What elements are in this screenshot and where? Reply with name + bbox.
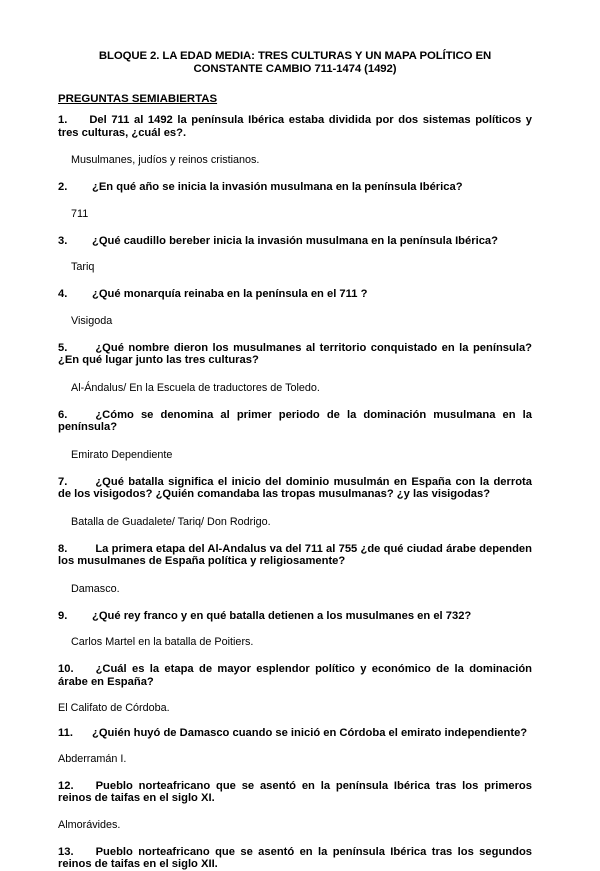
answer: Tariq: [71, 261, 95, 273]
answer: Al-Ándalus/ En la Escuela de traductores de Toledo.: [71, 381, 320, 394]
question-text: Pueblo norteafricano que se asentó en la península Ibérica tras los primeros reinos de taifas en el siglo XI.: [58, 779, 532, 804]
answer: Abderramán I.: [58, 752, 127, 765]
question-text: ¿Qué nombre dieron los musulmanes al territorio conquistado en la península? ¿En qué lugar junto las tres culturas?: [58, 341, 532, 366]
question-number: 6.: [58, 408, 68, 421]
answer: Visigoda: [71, 314, 113, 327]
question-item-4: [58, 288, 532, 327]
question-text: ¿Cuál es la etapa de mayor esplendor político y económico de la dominación árabe en España?: [58, 663, 532, 688]
question-number: 3.: [58, 234, 68, 247]
document-title: [58, 0, 532, 76]
answer: Almorávides.: [58, 818, 121, 831]
title-line-1: BLOQUE 2. LA EDAD MEDIA: TRES CULTURAS Y UN MAPA POLÍTICO EN: [98, 50, 492, 62]
question-number: 7.: [58, 475, 68, 488]
question-text: Pueblo norteafricano que se asentó en la península Ibérica tras los segundos reinos de taifas en el siglo XII.: [58, 845, 532, 870]
question: [58, 727, 532, 740]
title-line-2: CONSTANTE CAMBIO 711-1474 (1492): [193, 63, 397, 75]
question-item-7: [58, 476, 532, 528]
question-text: ¿Qué caudillo bereber inicia la invasión musulmana en la península Ibérica?: [92, 234, 498, 247]
question: [58, 114, 532, 139]
question-item-2: [58, 181, 532, 220]
question: [58, 476, 532, 501]
answer: Batalla de Guadalete/ Tariq/ Don Rodrigo.: [71, 515, 271, 528]
question-item-13: [58, 846, 532, 871]
question-number: 4.: [58, 288, 68, 300]
question-text: ¿Qué rey franco y en qué batalla detienen a los musulmanes en el 732?: [92, 609, 472, 622]
question-number: 2.: [58, 181, 68, 193]
question-number: 5.: [58, 341, 68, 354]
question-item-1: [58, 114, 532, 166]
question-item-10: [58, 663, 532, 714]
question: [58, 663, 532, 688]
question-item-12: [58, 780, 532, 831]
section-title: PREGUNTAS SEMIABIERTAS: [58, 93, 218, 105]
answer: Musulmanes, judíos y reinos cristianos.: [71, 154, 260, 166]
question: [58, 409, 532, 434]
question-item-9: [58, 610, 532, 649]
answer: Damasco.: [71, 582, 120, 595]
question-item-5: [58, 342, 532, 394]
question-number: 1.: [58, 114, 68, 126]
question-number: 9.: [58, 609, 68, 622]
question: [58, 288, 532, 301]
question-item-6: [58, 409, 532, 461]
question-text: ¿Qué batalla significa el inicio del dominio musulmán en España con la derrota de los visigodos? ¿Quién comandaba las tropas musulmanas? ¿y las visigodas?: [58, 475, 532, 500]
question-number: 11.: [58, 727, 73, 739]
question: [58, 543, 532, 568]
question-text: ¿En qué año se inicia la invasión musulmana en la península Ibérica?: [92, 181, 463, 193]
question-number: 10.: [58, 663, 74, 675]
question: [58, 846, 532, 871]
question-number: 13.: [58, 845, 74, 858]
answer: 711: [71, 207, 89, 220]
question-text: ¿Quién huyó de Damasco cuando se inició en Córdoba el emirato independiente?: [92, 727, 528, 739]
question-item-8: [58, 543, 532, 595]
answer: Emirato Dependiente: [71, 448, 173, 461]
question: [58, 181, 532, 194]
question: [58, 780, 532, 805]
question-number: 8.: [58, 542, 68, 555]
answer: El Califato de Córdoba.: [58, 702, 170, 714]
question-text: ¿Cómo se denomina al primer periodo de la dominación musulmana en la península?: [58, 408, 532, 433]
question-item-11: [58, 727, 532, 765]
answer: Carlos Martel en la batalla de Poitiers.: [71, 636, 254, 648]
question-text: Del 711 al 1492 la península Ibérica estaba dividida por dos sistemas políticos y tres culturas, ¿cuál es?.: [58, 114, 532, 139]
question: [58, 235, 532, 248]
question-number: 12.: [58, 779, 74, 792]
question-item-3: [58, 235, 532, 274]
question-text: La primera etapa del Al-Andalus va del 711 al 755 ¿de qué ciudad árabe dependen los musulmanes de España política y religiosamente?: [58, 542, 532, 567]
question-text: ¿Qué monarquía reinaba en la península en el 711 ?: [92, 288, 368, 300]
question: [58, 610, 532, 623]
question: [58, 342, 532, 367]
